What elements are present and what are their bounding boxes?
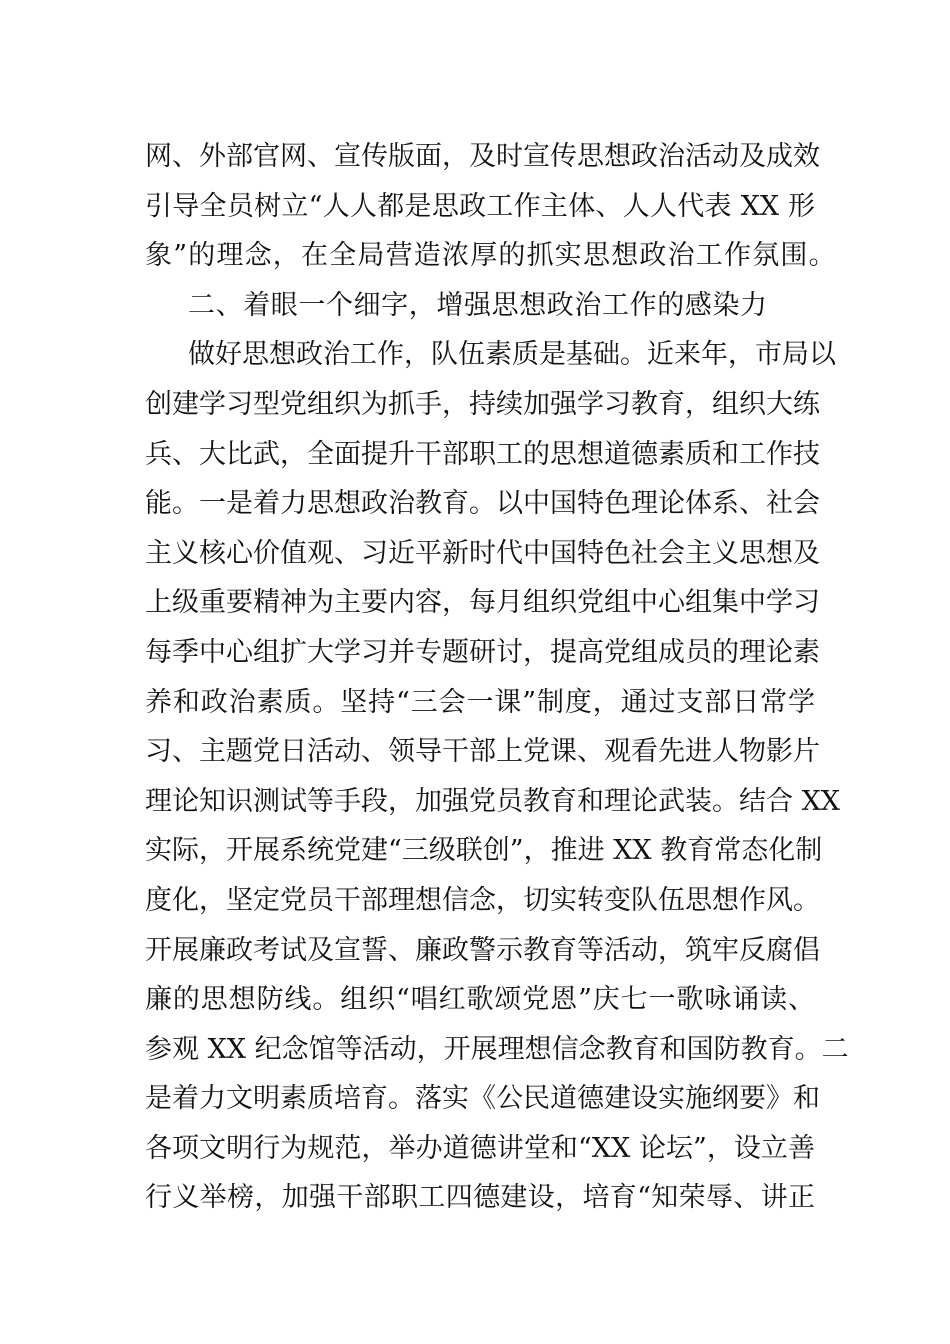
paragraph-line: 每季中心组扩大学习并专题研讨，提高党组成员的理论素 [145, 636, 820, 668]
paragraph-line: 养和政治素质。坚持“三会一课”制度，通过支部日常学 [145, 686, 815, 718]
paragraph-line: 引导全员树立“人人都是思政工作主体、人人代表 XX 形 [145, 190, 815, 222]
paragraph-line: 做好思想政治工作，队伍素质是基础。近来年，市局以 [188, 339, 836, 371]
paragraph-line: 是着力文明素质培育。落实《公民道德建设实施纲要》和 [145, 1083, 820, 1115]
paragraph-line: 上级重要精神为主要内容，每月组织党组中心组集中学习 [145, 587, 820, 619]
paragraph-line: 参观 XX 纪念馆等活动，开展理想信念教育和国防教育。二 [145, 1033, 849, 1065]
paragraph-line: 行义举榜，加强干部职工四德建设，培育“知荣辱、讲正 [145, 1182, 815, 1214]
paragraph-line: 实际，开展系统党建“三级联创”，推进 XX 教育常态化制 [145, 835, 823, 867]
paragraph-line: 能。一是着力思想政治教育。以中国特色理论体系、社会 [145, 488, 820, 520]
paragraph-line: 廉的思想防线。组织“唱红歌颂党恩”庆七一歌咏诵读、 [145, 984, 815, 1016]
paragraph-line: 各项文明行为规范，举办道德讲堂和“XX 论坛”，设立善 [145, 1132, 815, 1164]
paragraph-line: 理论知识测试等手段，加强党员教育和理论武装。结合 XX [145, 785, 841, 817]
paragraph-line: 习、主题党日活动、领导干部上党课、观看先进人物影片 [145, 736, 820, 768]
paragraph-line: 创建学习型党组织为抓手，持续加强学习教育，组织大练 [145, 388, 820, 420]
document-body [145, 132, 849, 1223]
paragraph-line: 主义核心价值观、习近平新时代中国特色社会主义思想及 [145, 537, 820, 569]
paragraph-line: 象”的理念，在全局营造浓厚的抓实思想政治工作氛围。 [145, 240, 837, 272]
paragraph-line: 度化，坚定党员干部理想信念，切实转变队伍思想作风。 [145, 884, 820, 916]
paragraph-line: 网、外部官网、宣传版面，及时宣传思想政治活动及成效 [145, 141, 820, 172]
paragraph-line: 兵、大比武，全面提升干部职工的思想道德素质和工作技 [145, 438, 820, 470]
section-heading: 二、着眼一个细字，增强思想政治工作的感染力 [188, 289, 768, 321]
paragraph-line: 开展廉政考试及宣誓、廉政警示教育等活动，筑牢反腐倡 [145, 934, 820, 966]
